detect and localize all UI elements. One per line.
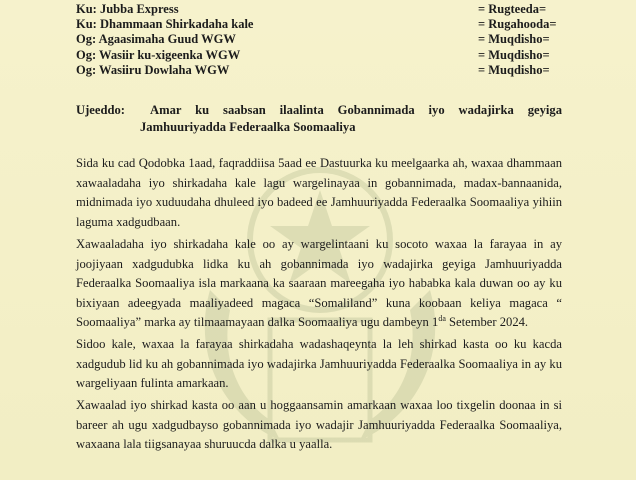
recipient-row	[76, 63, 566, 78]
subject-line-1: Amar ku saabsan ilaalinta Gobannimada iyo wadajirka geyiga	[150, 103, 562, 117]
paragraph-3: Sidoo kale, waxaa la farayaa shirkadaha wadashaqeynta la leh shirkad kasta oo ku kacda xadgudub lid ku ah gobannimada iyo wadajirka Jamhuuriyadda Federaalka Soomaaliya in ay ku wargeliyaan fulinta amarkaan.	[76, 337, 562, 391]
recipient-list	[76, 2, 566, 78]
recipient-row	[76, 32, 566, 47]
subject-block	[76, 102, 562, 136]
recipient-location: = Muqdisho=	[478, 62, 550, 77]
recipient-name: Og: Wasiir ku-xigeenka WGW	[76, 47, 241, 62]
paragraph-2-date-end: Setember 2024.	[445, 315, 529, 330]
recipient-name: Ku: Jubba Express	[76, 2, 179, 16]
paragraph-1: Sida ku cad Qodobka 1aad, faqraddiisa 5aad ee Dastuurka ku meelgaarka ah, waxaa dhammaan xawaaladaha iyo shirkadaha kale lagu wargelinayaa in gobannimada, madax-bannaanida, midnimada iyo xuduudaha dhuleed iyo badeed ee Jamhuuriyadda Federaalka Soomaaliya yihiin laguma xadgudbaan.	[76, 156, 562, 229]
paragraph-4: Xawaalad iyo shirkad kasta oo aan u hoggaansamin amarkaan waxaa loo tixgelin doonaa in si bareer ah ugu xadgudbayso gobannimada iyo wadajir Jamhuuriyadda Federaalka Soomaaliya, waxaana lala tiigsanayaa shuruucda dalka u yaalla.	[76, 398, 562, 452]
recipient-location: = Muqdisho=	[478, 47, 550, 62]
recipient-name: Og: Wasiiru Dowlaha WGW	[76, 62, 230, 77]
recipient-row	[76, 17, 566, 32]
subject-line-2: Jamhuuriyadda Federaalka Soomaaliya	[140, 120, 356, 134]
recipient-location: = Rugahooda=	[478, 17, 557, 32]
recipient-location: = Muqdisho=	[478, 32, 550, 47]
date-ordinal-suffix: da	[438, 314, 446, 324]
recipient-name: Ku: Dhammaan Shirkadaha kale	[76, 17, 254, 32]
recipient-name: Og: Agaasimaha Guud WGW	[76, 32, 236, 47]
recipient-location: = Rugteeda=	[478, 2, 547, 16]
subject-label: Ujeeddo:	[76, 103, 125, 117]
paragraph-2-text: Xawaaladaha iyo shirkadaha kale oo ay wargelintaani ku socoto waxaa la farayaa in ay joojiyaan xadgudubka lidka ku ah gobannimada iyo wadajirka geyiga Jamhuuriyadda Federaalka Soomaaliya isla markaana ka saaraan mareegaha iyo hababka kala duwan oo ay ku bixiyaan adeegyada maaliyadeed magaca “Somaliland” kuna koobaan keliya magaca “ Soomaaliya” marka ay tilmaamayaan dalka Soomaaliya ugu dambeyn 1	[76, 237, 562, 330]
paragraph-2	[76, 235, 562, 333]
recipient-row	[76, 2, 566, 17]
recipient-row	[76, 48, 566, 63]
